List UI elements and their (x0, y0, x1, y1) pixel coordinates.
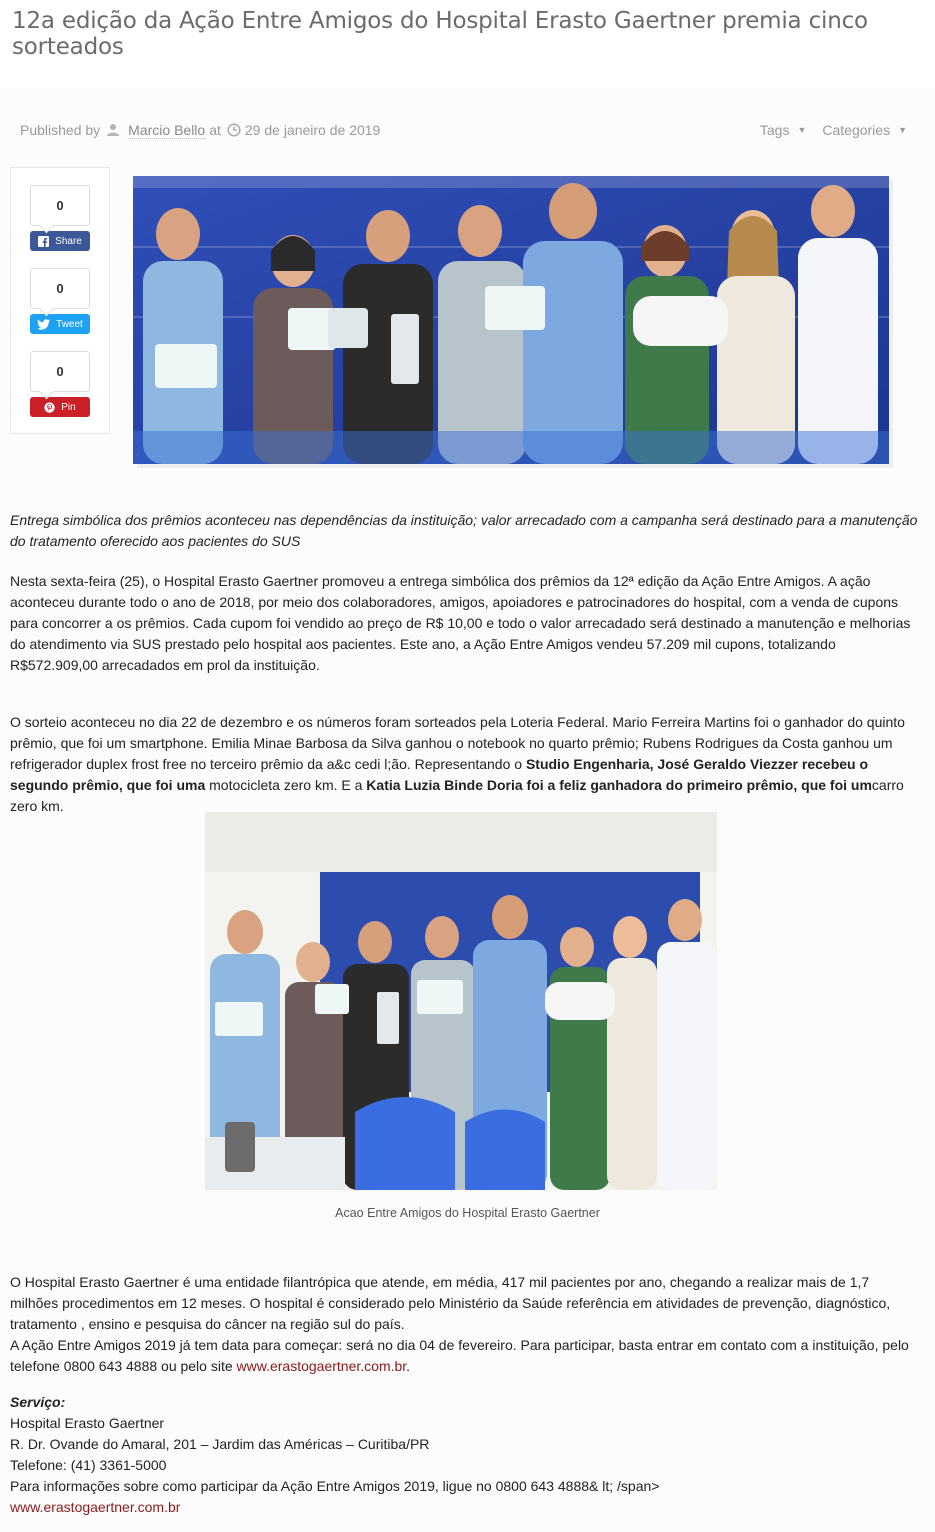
servico-phone: Telefone: (41) 3361-5000 (10, 1457, 167, 1473)
paragraph-4-end: . (406, 1358, 411, 1374)
categories-dropdown[interactable] (822, 122, 907, 138)
at-label: at (209, 122, 221, 138)
published-by-label: Published by (20, 122, 101, 138)
paragraph-2-bold-2: Katia Luzia Binde Doria foi a feliz ganhadora do primeiro prêmio, que foi um (366, 777, 872, 793)
facebook-icon (38, 236, 49, 247)
post-meta (20, 118, 907, 142)
inline-photo (205, 812, 717, 1190)
servico-address: R. Dr. Ovande do Amaral, 201 – Jardim das Américas – Curitiba/PR (10, 1436, 430, 1452)
pin-button[interactable] (30, 397, 90, 417)
clock-icon (227, 123, 241, 137)
post-date: 29 de janeiro de 2019 (244, 122, 381, 138)
twitter-share-count: 0 (30, 268, 90, 309)
servico-name: Hospital Erasto Gaertner (10, 1415, 165, 1431)
servico-block (10, 1392, 921, 1518)
share-panel (10, 167, 110, 434)
user-icon (106, 123, 120, 137)
servico-info: Para informações sobre como participar da Ação Entre Amigos 2019, ligue no 0800 643 4888& lt; /span> (10, 1478, 660, 1494)
featured-photo (133, 176, 889, 464)
facebook-share-button[interactable] (30, 231, 90, 251)
paragraph-1: Nesta sexta-feira (25), o Hospital Erasto Gaertner promoveu a entrega simbólica dos prêmios da 12ª edição da Ação Entre Amigos. A ação aconteceu durante todo o ano de 2018, por meio dos colaboradores, amigos, apoiadores e patrocinadores do hospital, com a venda de cupons para concorrer a os prêmios. Cada cupom foi vendido ao preço de R$ 10,00 e todo o valor arrecadado será destinado a manutenção e melhorias do atendimento via SUS prestado pelo hospital aos pacientes. Este ano, a Ação Entre Amigos vendeu 57.209 mil cupons, totalizando R$572.909,00 arrecadados em prol da instituição. (10, 573, 911, 673)
twitter-share (30, 268, 90, 334)
tweet-label: Tweet (56, 318, 83, 330)
facebook-share (30, 185, 90, 251)
facebook-share-count: 0 (30, 185, 90, 226)
pinterest-share (30, 351, 90, 417)
tweet-button[interactable] (30, 314, 90, 334)
tags-dropdown[interactable] (760, 122, 807, 138)
categories-label: Categories (822, 122, 891, 138)
paragraph-2-bold-1: Studio Engenharia, José Geraldo Viezzer recebeu o segundo prêmio, que foi uma (10, 756, 869, 793)
group-photo-image (133, 176, 889, 464)
title-bar (0, 0, 935, 88)
paragraph-3: O Hospital Erasto Gaertner é uma entidade filantrópica que atende, em média, 417 mil pacientes por ano, chegando a realizar mais de 1,7 milhões procedimentos em 12 meses. O hospital é considerado pelo Ministério da Saúde referência em atividades de prevenção, diagnóstico, tratamento , ensino e pesquisa do câncer na região sul do país. (10, 1274, 891, 1332)
post-title: 12a edição da Ação Entre Amigos do Hospital Erasto Gaertner premia cinco sorteados (12, 8, 868, 60)
paragraph-2 (10, 712, 921, 817)
paragraph-4 (10, 1335, 921, 1377)
pinterest-share-count: 0 (30, 351, 90, 392)
servico-website-link[interactable]: www.erastogaertner.com.br (10, 1499, 181, 1515)
paragraph-2-part-2: motocicleta zero km. E a (205, 777, 367, 793)
paragraph-2-part-3: carro zero km. (10, 777, 904, 814)
pin-label: Pin (61, 401, 76, 413)
group-photo-image-2 (205, 812, 717, 1190)
twitter-icon (37, 319, 50, 330)
paragraph-3-block (10, 1272, 921, 1377)
servico-label: Serviço: (10, 1394, 66, 1410)
pinterest-icon (44, 402, 55, 413)
author-link[interactable]: Marcio Bello (128, 121, 206, 138)
tags-label: Tags (759, 122, 790, 138)
post-subtitle: Entrega simbólica dos prêmios aconteceu nas dependências da instituição; valor arrecadado com a campanha será destinado para a manutenção do tratamento oferecido aos pacientes do SUS (10, 512, 918, 549)
image-caption: Acao Entre Amigos do Hospital Erasto Gaertner (335, 1206, 600, 1220)
facebook-share-label: Share (55, 235, 82, 247)
chevron-down-icon: ▼ (797, 125, 807, 135)
paragraph-2-part-1: O sorteio aconteceu no dia 22 de dezembro e os números foram sorteados pela Loteria Federal. Mario Ferreira Martins foi o ganhador do quinto prêmio, que foi um smartphone. Emilia Minae Barbosa da Silva ganhou o notebook no quarto prêmio; Rubens Rodrigues da Costa ganhou um refrigerador duplex frost free no terceiro prêmio da a&c cedi l;ão. Representando o (10, 714, 905, 772)
chevron-down-icon: ▼ (898, 125, 907, 135)
website-link[interactable]: www.erastogaertner.com.br (236, 1358, 407, 1374)
paragraph-4-text: A Ação Entre Amigos 2019 já tem data para começar: será no dia 04 de fevereiro. Para participar, basta entrar em contato com a instituição, pelo telefone 0800 643 4888 ou pelo site (10, 1337, 909, 1374)
